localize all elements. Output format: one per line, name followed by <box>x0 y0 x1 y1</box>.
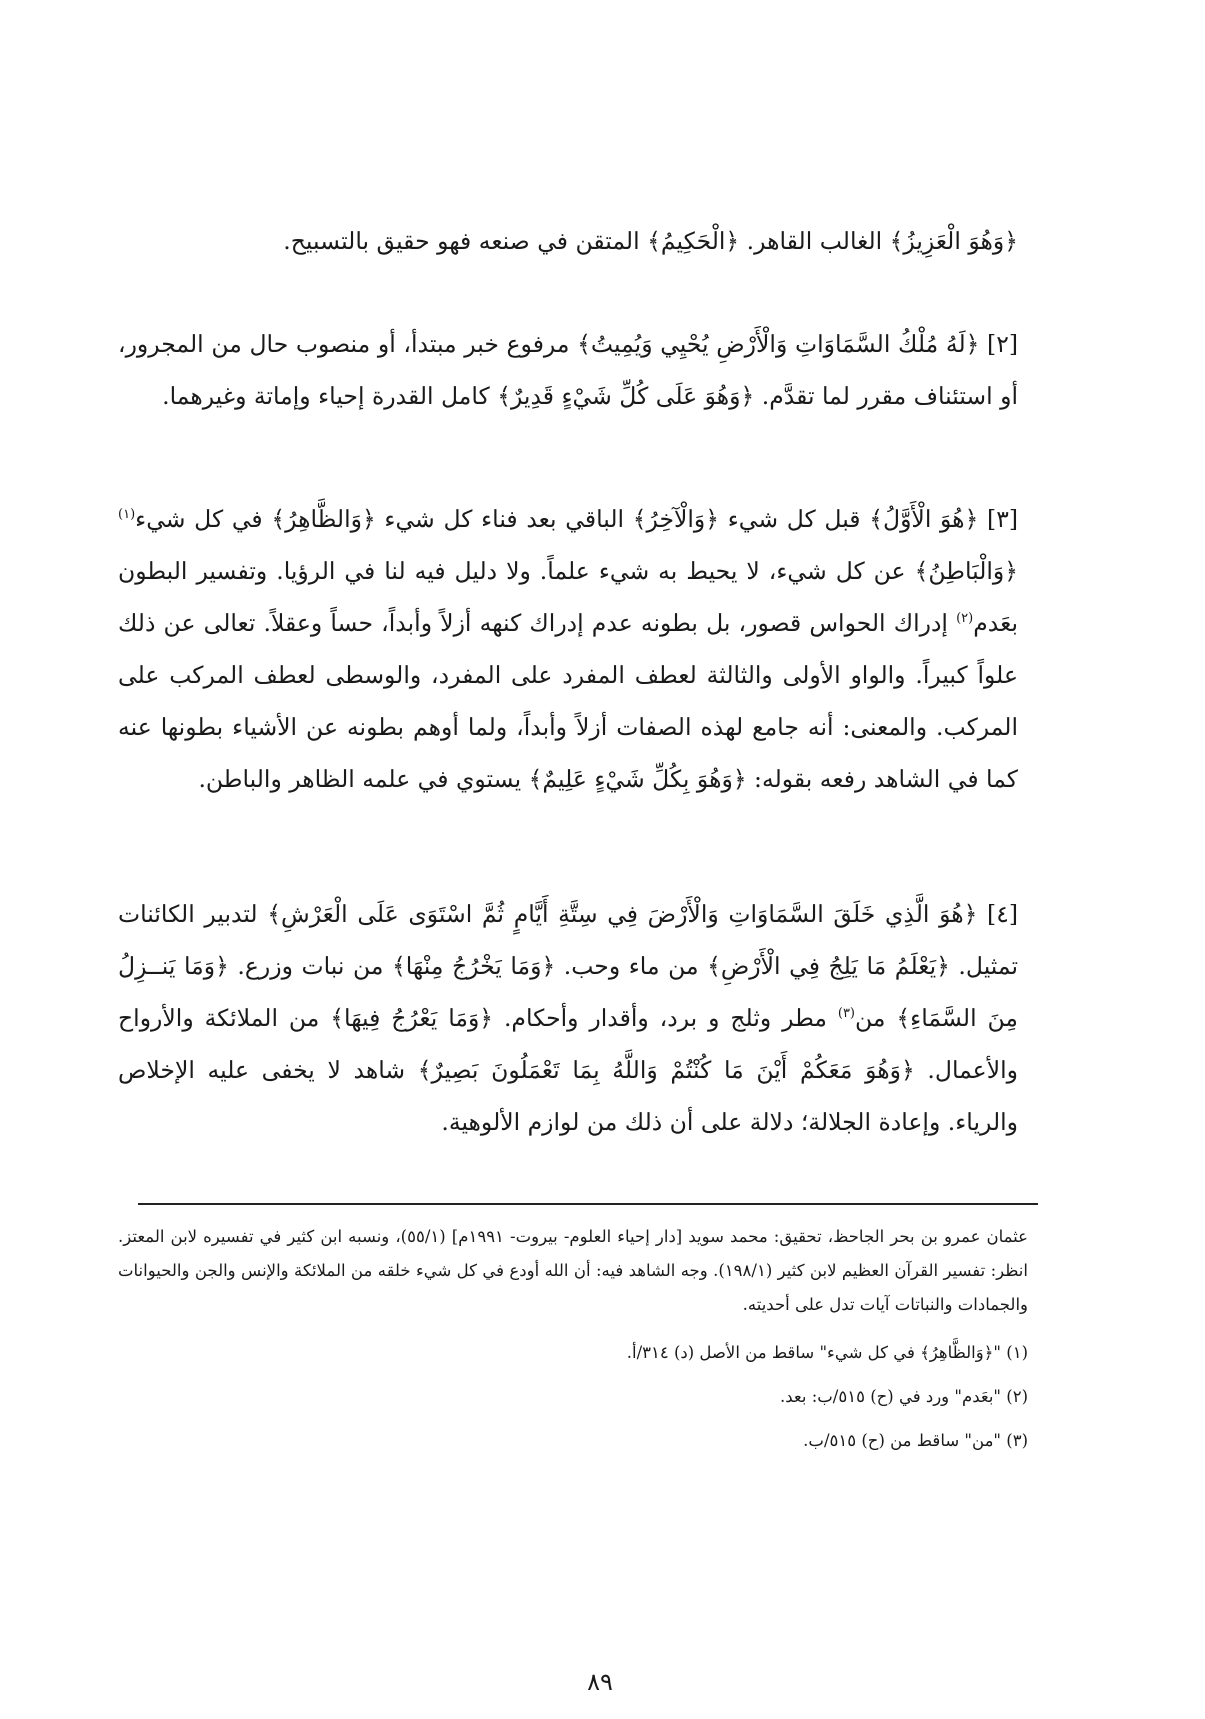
footnote-continuation: عثمان عمرو بن بحر الجاحظ، تحقيق: محمد سويد [دار إحياء العلوم- بيروت- ١٩٩١م] (٥٥/١)، ونسبه ابن كثير في تفسيره لابن المعتز. انظر: تفسير القرآن العظيم لابن كثير (١٩٨/١). وجه الشاهد فيه: أن الله أودع في كل شيء خلقه من الملائكة والإنس والجن والحيوانات والجمادات والنباتات آيات تدل على أحديته. <box>118 1227 1029 1314</box>
paragraph-verse-1-end: ﴿وَهُوَ الْعَزِيزُ﴾ الغالب القاهر. ﴿الْحَكِيمُ﴾ المتقن في صنعه فهو حقيق بالتسبيح. <box>283 227 1018 255</box>
footnote-3: (٣) "من" ساقط من (ح) ٥١٥/ب. <box>803 1431 1028 1450</box>
paragraph-verse-4 <box>118 888 1018 1148</box>
paragraph-verse-3-part-c: إدراك الحواس قصور، بل بطونه عدم إدراك كنهه أزلاً وأبداً، حساً وعقلاً. تعالى عن ذلك علواً كبيراً. والواو الأولى والثالثة لعطف المفرد على المفرد، والوسطى لعطف المركب على المركب. والمعنى: أنه جامع لهذه الصفات أزلاً وأبداً، ولما أوهم بطونه عن الأشياء بطونها عنه كما في الشاهد رفعه بقوله: ﴿وَهُوَ بِكُلِّ شَيْءٍ عَلِيمٌ﴾ يستوي في علمه الظاهر والباطن. <box>118 609 1018 793</box>
footnote-ref-2: (٢) <box>956 611 974 627</box>
page-number: ٨٩ <box>587 1668 613 1696</box>
footnote-divider <box>138 1203 1038 1205</box>
footnote-ref-1: (١) <box>118 507 136 523</box>
paragraph-verse-3-part-a: [٣] ﴿هُوَ الْأَوَّلُ﴾ قبل كل شيء ﴿وَالْآخِرُ﴾ الباقي بعد فناء كل شيء ﴿وَالظَّاهِرُ﴾ في كل شيء <box>135 505 1018 533</box>
paragraph-verse-3-part-b: ﴿وَالْبَاطِنُ﴾ عن كل شيء، لا يحيط به شيء علماً. ولا دليل فيه لنا في الرؤيا. وتفسير البطون بعَدم <box>118 557 1018 637</box>
paragraph-verse-2: [٢] ﴿لَهُ مُلْكُ السَّمَاوَاتِ وَالْأَرْضِ يُحْيِي وَيُمِيتُ﴾ مرفوع خبر مبتدأ، أو منصوب حال من المجرور، أو استئناف مقرر لما تقدَّم. ﴿وَهُوَ عَلَى كُلِّ شَيْءٍ قَدِيرٌ﴾ كامل القدرة إحياء وإماتة وغيرهما. <box>118 330 1018 410</box>
paragraph-verse-3 <box>118 493 1018 805</box>
paragraph-verse-4-part-b: مطر وثلج و برد، وأقدار وأحكام. ﴿وَمَا يَعْرُجُ فِيهَا﴾ من الملائكة والأرواح والأعمال. ﴿وَهُوَ مَعَكُمْ أَيْنَ مَا كُنْتُمْ وَاللَّهُ بِمَا تَعْمَلُونَ بَصِيرٌ﴾ شاهد لا يخفى عليه الإخلاص والرياء. وإعادة الجلالة؛ دلالة على أن ذلك من لوازم الألوهية. <box>118 1004 1018 1136</box>
footnote-2: (٢) "بعَدم" ورد في (ح) ٥١٥/ب: بعد. <box>780 1387 1028 1406</box>
footnote-1: (١) "﴿وَالظَّاهِرُ﴾ في كل شيء" ساقط من الأصل (د) ٣١٤/أ. <box>626 1343 1028 1362</box>
paragraph-verse-4-part-a: [٤] ﴿هُوَ الَّذِي خَلَقَ السَّمَاوَاتِ وَالْأَرْضَ فِي سِتَّةِ أَيَّامٍ ثُمَّ اسْتَوَى عَلَى الْعَرْشِ﴾ لتدبير الكائنات تمثيل. ﴿يَعْلَمُ مَا يَلِجُ فِي الْأَرْضِ﴾ من ماء وحب. ﴿وَمَا يَخْرُجُ مِنْهَا﴾ من نبات وزرع. ﴿وَمَا يَنــزِلُ مِنَ السَّمَاءِ﴾ من <box>118 900 1018 1032</box>
footnote-ref-3: (٣) <box>837 1006 855 1022</box>
footnotes-section <box>118 1220 1028 1468</box>
